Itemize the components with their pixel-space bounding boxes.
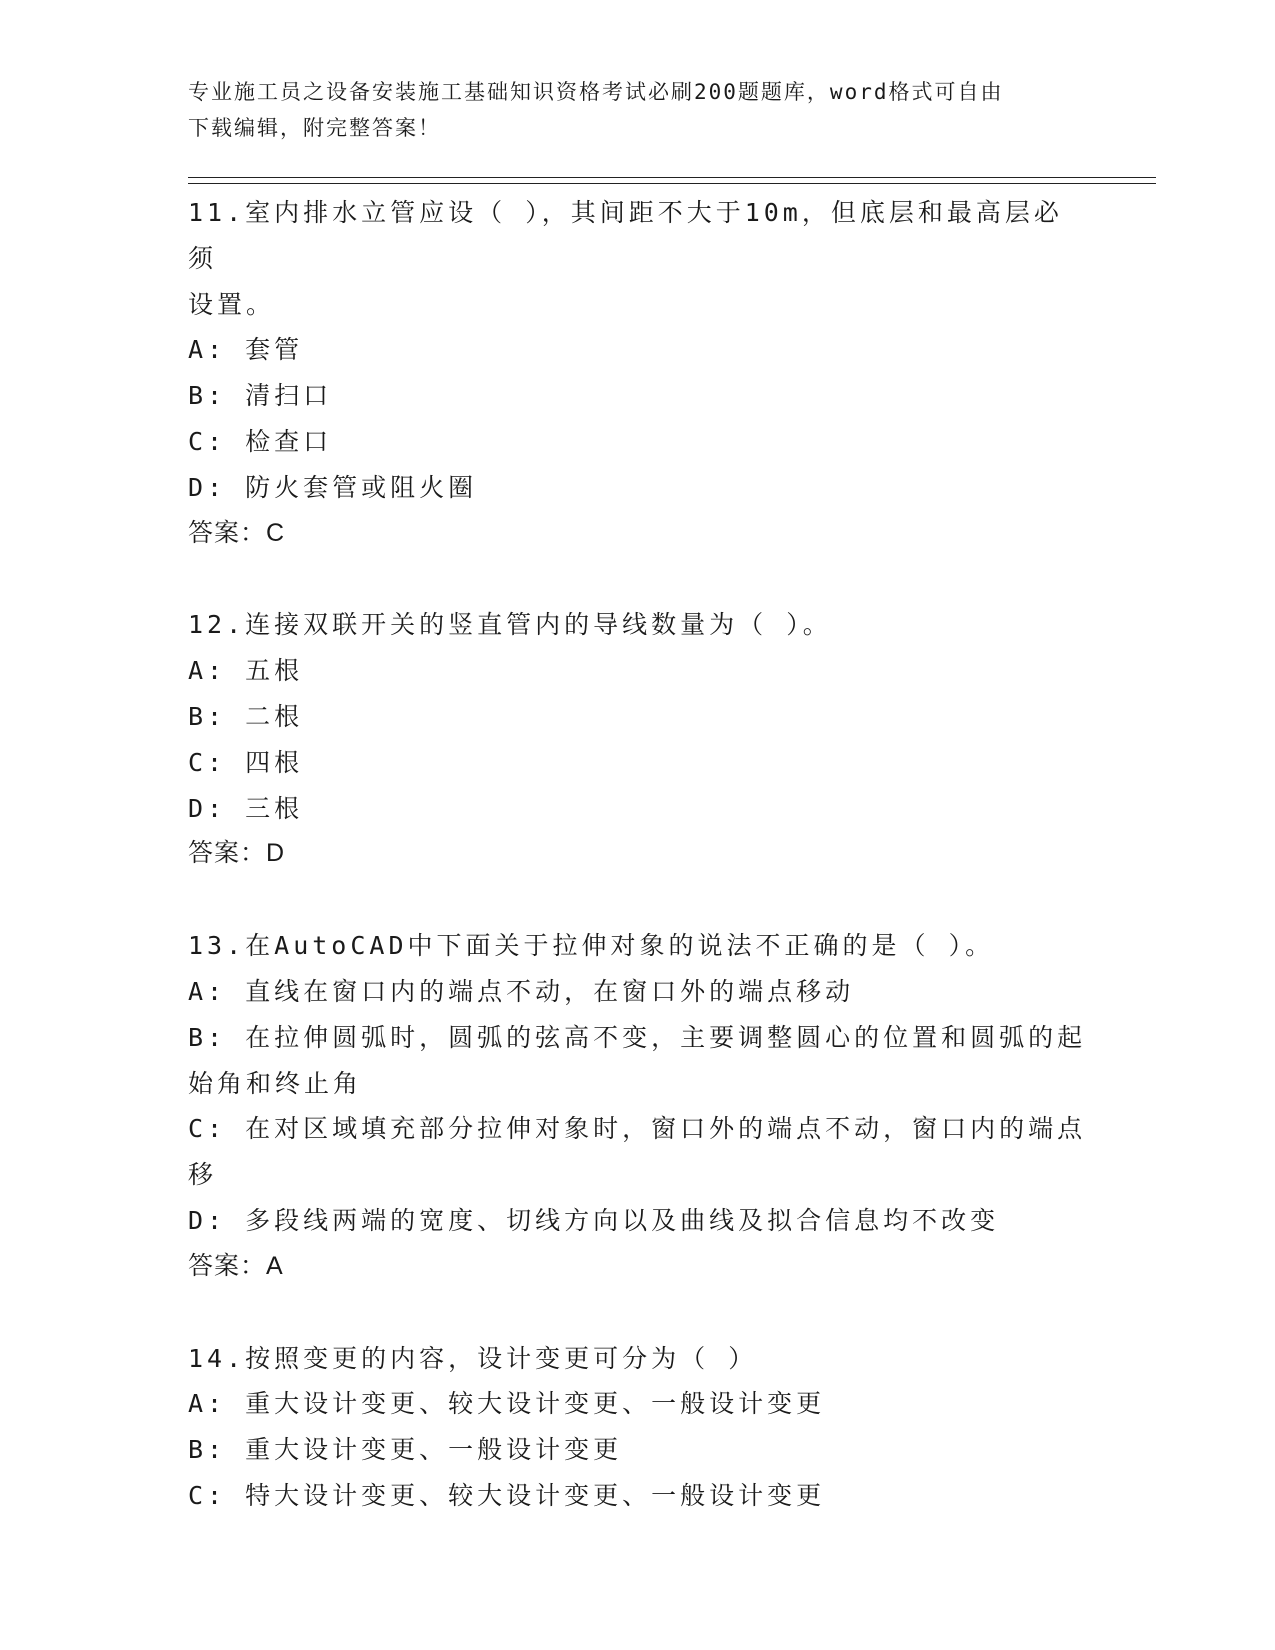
header-title-line-1: 专业施工员之设备安装施工基础知识资格考试必刷200题题库，word格式可自由 [188, 80, 1004, 104]
question-11-stem-line-1: 11.室内排水立管应设（ ），其间距不大于10m，但底层和最高层必须 [188, 198, 1063, 273]
question-list [188, 190, 1088, 1565]
question-13-option-c-line-2: 移 [188, 1160, 218, 1190]
question-11 [188, 190, 1088, 556]
question-13-stem: 13.在AutoCAD中下面关于拉伸对象的说法不正确的是（ ）。 [188, 931, 995, 961]
question-13-option-c-line-1: C: 在对区域填充部分拉伸对象时，窗口外的端点不动，窗口内的端点 [188, 1114, 1087, 1144]
question-12-option-b: B: 二根 [188, 701, 304, 731]
question-11-answer: 答案：C [188, 518, 286, 547]
question-12-answer: 答案：D [188, 839, 286, 868]
document-header [188, 74, 1088, 146]
question-12 [188, 602, 1088, 877]
question-13-answer: 答案：A [188, 1251, 284, 1280]
question-14-option-b: B: 重大设计变更、一般设计变更 [188, 1435, 623, 1465]
header-title-line-2: 下载编辑，附完整答案！ [188, 116, 441, 140]
question-11-option-d: D: 防火套管或阻火圈 [188, 472, 478, 502]
question-12-option-a: A: 五根 [188, 656, 304, 686]
question-13-option-b-line-1: B: 在拉伸圆弧时，圆弧的弦高不变，主要调整圆心的位置和圆弧的起 [188, 1022, 1087, 1052]
question-11-option-c: C: 检查口 [188, 426, 333, 456]
question-12-option-c: C: 四根 [188, 747, 304, 777]
question-12-option-d: D: 三根 [188, 793, 304, 823]
question-11-option-a: A: 套管 [188, 335, 304, 365]
question-13-option-d: D: 多段线两端的宽度、切线方向以及曲线及拟合信息均不改变 [188, 1205, 1000, 1235]
question-13-option-b-line-2: 始角和终止角 [188, 1068, 363, 1098]
question-11-stem-line-2: 设置。 [188, 289, 276, 319]
question-14-stem: 14.按照变更的内容，设计变更可分为（ ） [188, 1343, 758, 1373]
question-13 [188, 923, 1088, 1289]
header-divider-top [188, 177, 1156, 178]
question-14 [188, 1336, 1088, 1519]
header-divider-bottom [188, 183, 1156, 184]
question-14-option-c: C: 特大设计变更、较大设计变更、一般设计变更 [188, 1480, 826, 1510]
question-14-option-a: A: 重大设计变更、较大设计变更、一般设计变更 [188, 1389, 826, 1419]
question-12-stem: 12.连接双联开关的竖直管内的导线数量为（ ）。 [188, 610, 832, 640]
question-13-option-a: A: 直线在窗口内的端点不动，在窗口外的端点移动 [188, 976, 855, 1006]
question-11-option-b: B: 清扫口 [188, 381, 333, 411]
